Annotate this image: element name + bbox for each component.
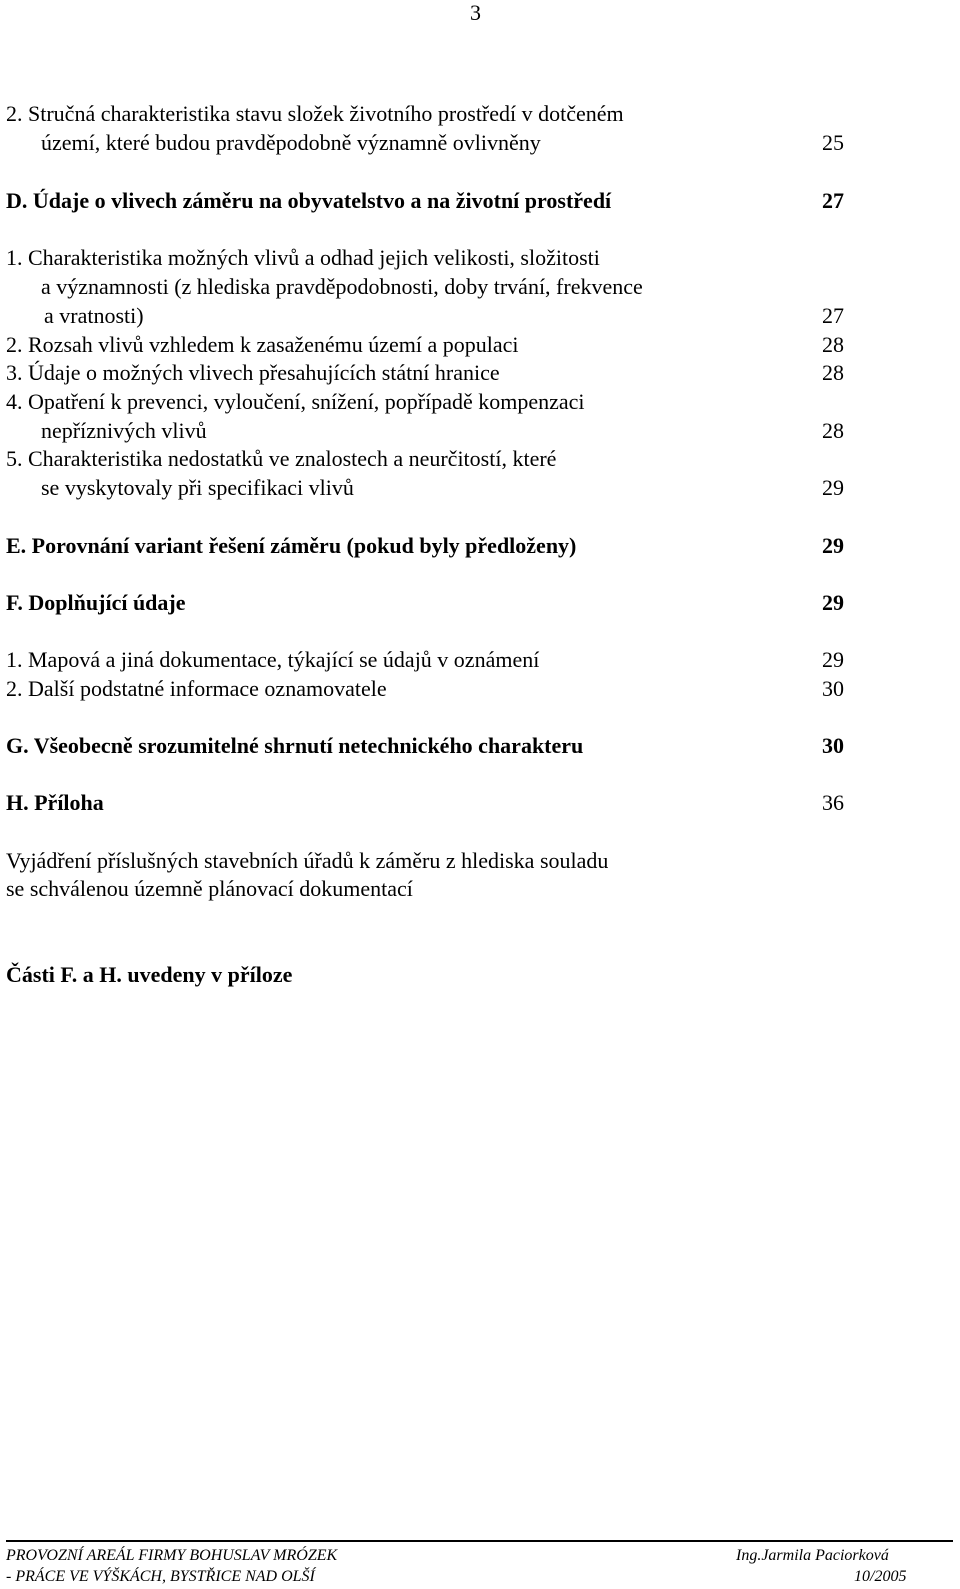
toc-entry-d1-cont2 [0,301,960,330]
toc-entry-d4 [0,387,960,416]
toc-page-number: 27 [822,188,844,213]
toc-heading-g [0,731,960,760]
footer-date: 10/2005 [854,1568,907,1585]
toc-page-number: 29 [822,533,844,558]
toc-page-number: 29 [822,590,844,615]
statement-text: se schválenou územně plánovací dokumentací [6,876,413,901]
toc-entry-text: se vyskytovaly při specifikaci vlivů [41,475,354,500]
toc-heading-text: G. Všeobecně srozumitelné shrnutí netechnického charakteru [6,733,584,758]
toc-page-number: 36 [822,790,844,815]
toc-entry-text: 4. Opatření k prevenci, vyloučení, snížení, popřípadě kompenzaci [6,389,585,414]
toc-entry-d1-cont [0,272,960,301]
toc-page-number: 25 [822,130,844,155]
statement-line-1 [0,846,960,875]
statement-text: Vyjádření příslušných stavebních úřadů k záměru z hlediska souladu [6,848,609,873]
toc-heading-h [0,788,960,817]
toc-entry-d4-cont [0,416,960,445]
page-number: 3 [470,0,481,25]
footer-line-1 [0,1546,960,1566]
toc-entry-f1 [0,645,960,674]
toc-entry-text: 2. Další podstatné informace oznamovatele [6,676,387,701]
toc-entry-d1 [0,243,960,272]
toc-entry-c2-cont [0,128,960,157]
toc-heading-text: H. Příloha [6,790,104,815]
toc-page-number: 30 [822,733,844,758]
toc-entry-c2 [0,99,960,128]
toc-entry-f2 [0,674,960,703]
footer-author: Ing.Jarmila Paciorková [736,1547,889,1564]
appendix-note-text: Části F. a H. uvedeny v příloze [6,962,293,987]
toc-heading-d [0,186,960,215]
toc-entry-d3 [0,358,960,387]
toc-page-number: 27 [822,303,844,328]
toc-entry-d5 [0,444,960,473]
toc-entry-d5-cont [0,473,960,502]
toc-page-number: 29 [822,647,844,672]
toc-entry-text: 3. Údaje o možných vlivech přesahujících státní hranice [6,360,500,385]
toc-entry-text: 5. Charakteristika nedostatků ve znalostech a neurčitostí, které [6,446,557,471]
toc-entry-d2 [0,330,960,359]
toc-page-number: 28 [822,418,844,443]
statement-line-2 [0,874,960,903]
toc-entry-text: 1. Mapová a jiná dokumentace, týkající se údajů v oznámení [6,647,540,672]
toc-heading-text: E. Porovnání variant řešení záměru (pokud byly předloženy) [6,533,577,558]
toc-entry-text: 2. Stručná charakteristika stavu složek životního prostředí v dotčeném [6,101,624,126]
toc-heading-e [0,531,960,560]
toc-page-number: 28 [822,360,844,385]
toc-entry-text: území, které budou pravděpodobně významně ovlivněny [41,130,541,155]
appendix-note [0,960,960,989]
footer-project-subtitle: - PRÁCE VE VÝŠKÁCH, BYSTŘICE NAD OLŠÍ [6,1568,315,1585]
toc-page-number: 30 [822,676,844,701]
toc-entry-text: a vratnosti) [44,303,144,328]
toc-page-number: 29 [822,475,844,500]
toc-entry-text: 2. Rozsah vlivů vzhledem k zasaženému území a populaci [6,332,519,357]
toc-heading-text: D. Údaje o vlivech záměru na obyvatelstvo a na životní prostředí [6,188,612,213]
toc-entry-text: a významnosti (z hlediska pravděpodobnosti, doby trvání, frekvence [41,274,643,299]
toc-entry-text: nepříznivých vlivů [41,418,207,443]
toc-entry-text: 1. Charakteristika možných vlivů a odhad jejich velikosti, složitosti [6,245,600,270]
footer-rule [6,1540,953,1542]
footer-project-title: PROVOZNÍ AREÁL FIRMY BOHUSLAV MRÓZEK [6,1547,338,1564]
footer-line-2 [0,1567,960,1587]
toc-heading-f [0,588,960,617]
toc-page-number: 28 [822,332,844,357]
toc-heading-text: F. Doplňující údaje [6,590,186,615]
